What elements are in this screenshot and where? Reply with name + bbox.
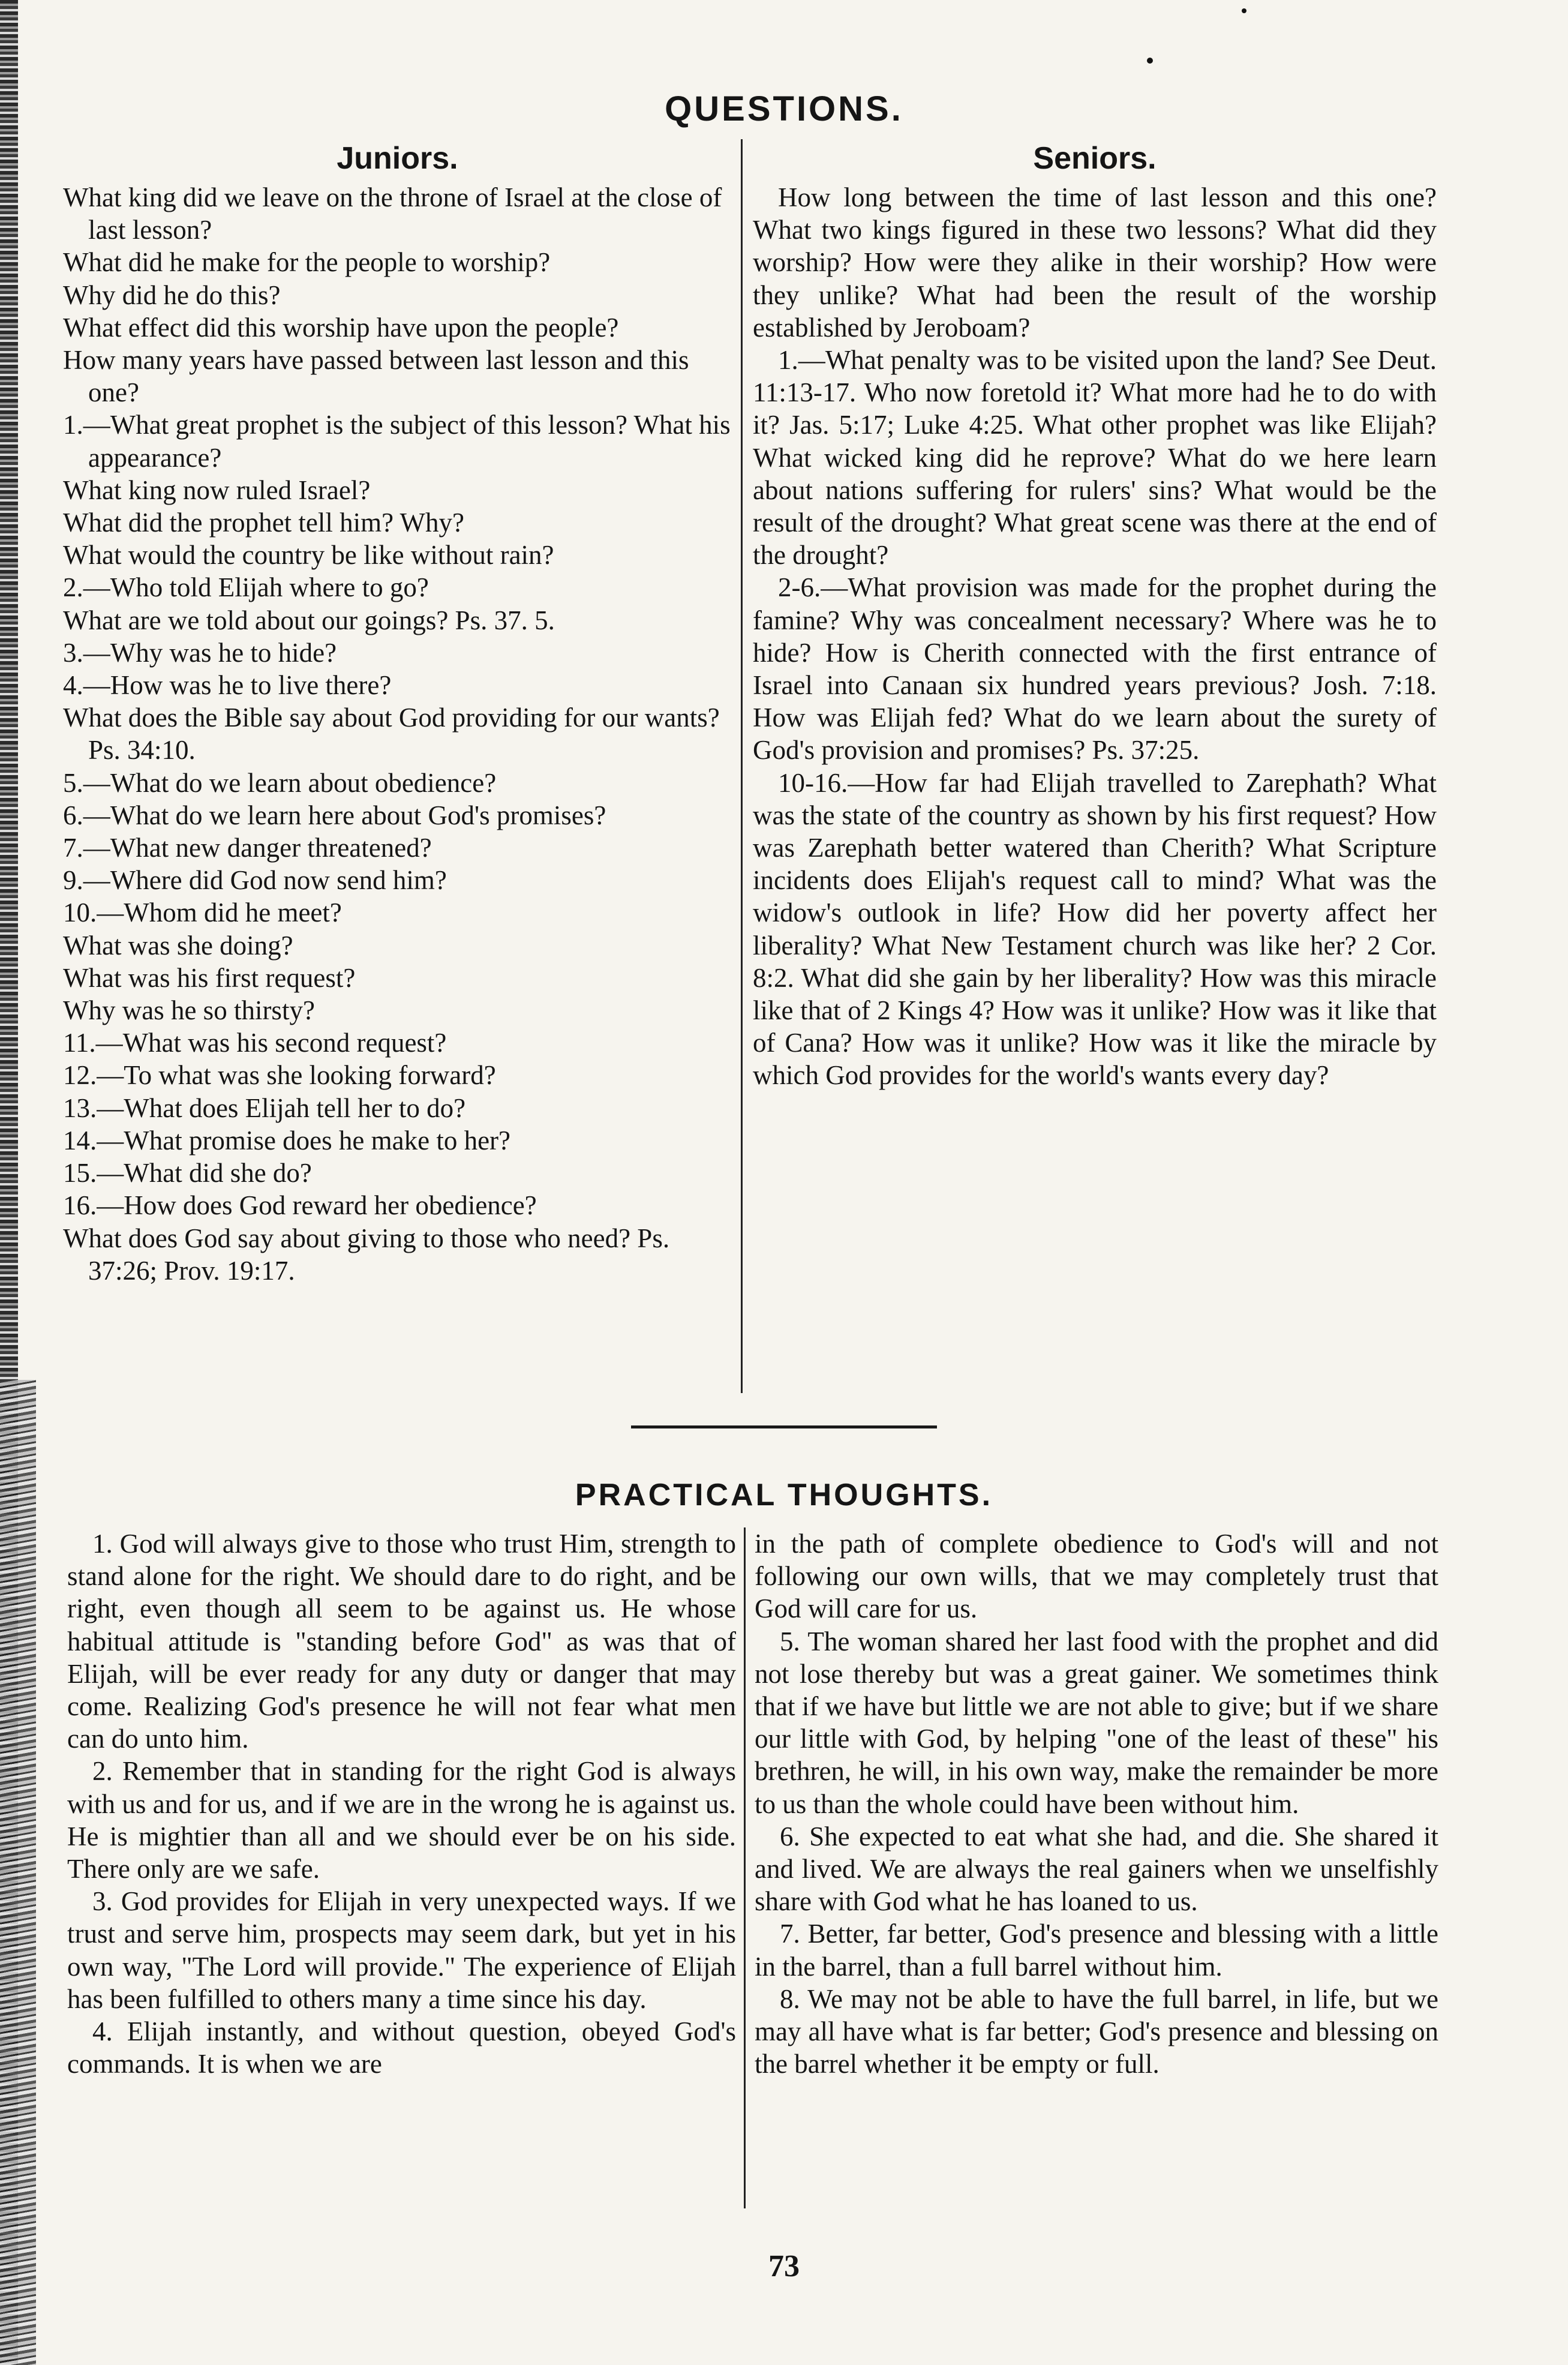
print-speck xyxy=(1242,8,1246,13)
junior-question: 15.—What did she do? xyxy=(63,1158,312,1188)
practical-column-divider xyxy=(744,1527,746,2208)
junior-question: What are we told about our goings? Ps. 37. 5. xyxy=(63,605,555,635)
junior-question: 13.—What does Elijah tell her to do? xyxy=(63,1093,466,1123)
page-number: 73 xyxy=(768,2249,800,2283)
junior-question: 9.—Where did God now send him? xyxy=(63,865,447,896)
junior-question: What would the country be like without rain? xyxy=(63,540,554,571)
practical-continuation: in the path of complete obedience to God's will and not following our own wills, that we may completely trust that God will care for us. xyxy=(755,1529,1438,1624)
junior-question: 11.—What was his second request? xyxy=(63,1028,447,1058)
junior-question: 7.—What new danger threatened? xyxy=(63,833,432,863)
junior-question: What does the Bible say about God providing for our wants? Ps. 34:10. xyxy=(63,703,720,766)
junior-question: 2.—Who told Elijah where to go? xyxy=(63,572,429,603)
questions-title: QUESTIONS. xyxy=(665,89,903,128)
junior-question: 3.—Why was he to hide? xyxy=(63,637,337,668)
practical-thought: 8. We may not be able to have the full barrel, in life, but we may all have what is far better; God's presence and blessing on the barrel whether it be empty or full. xyxy=(755,1983,1438,2079)
senior-question-paragraph: 2-6.—What provision was made for the prophet during the famine? Why was concealment necessary? Where was he to hide? How is Cherith connected with the first entrance of Israel into Canaan six hundred years previous? Josh. 7:18. How was Elijah fed? What do we learn about the surety of God's provision and promises? Ps. 37:25. xyxy=(753,572,1437,766)
juniors-heading: Juniors. xyxy=(337,141,458,176)
seniors-questions xyxy=(753,181,1437,1092)
junior-question: How many years have passed between last lesson and this one? xyxy=(63,345,689,408)
junior-question: What does God say about giving to those who need? Ps. 37:26; Prov. 19:17. xyxy=(63,1223,670,1286)
juniors-questions xyxy=(63,181,732,1287)
junior-question: What king now ruled Israel? xyxy=(63,475,371,505)
practical-thought: 1. God will always give to those who trust Him, strength to stand alone for the right. We should dare to do right, and be right, even though all seem to be against us. He whose habitual attitude is "standing before God" as was that of Elijah, will be ever ready for any duty or danger that may come. Realizing God's presence he will not fear what men can do unto him. xyxy=(67,1529,736,1754)
practical-thought: 2. Remember that in standing for the right God is always with us and for us, and if we are in the wrong he is against us. He is mightier than all and we should ever be on his side. There only are we safe. xyxy=(67,1756,736,1884)
practical-thought: 4. Elijah instantly, and without question, obeyed God's commands. It is when we are xyxy=(67,2016,736,2079)
junior-question: 4.—How was he to live there? xyxy=(63,670,392,701)
junior-question: What did the prophet tell him? Why? xyxy=(63,508,464,538)
practical-right-column xyxy=(755,1527,1438,2080)
junior-question: What did he make for the people to worship? xyxy=(63,247,551,278)
juniors-column xyxy=(63,139,732,1287)
junior-question: What king did we leave on the throne of Israel at the close of last lesson? xyxy=(63,182,722,245)
seniors-heading: Seniors. xyxy=(1033,141,1157,176)
practical-thought: 3. God provides for Elijah in very unexpected ways. If we trust and serve him, prospects may seem dark, but yet in his own way, "The Lord will provide." The experience of Elijah has been fulfilled to others many a time since his day. xyxy=(67,1886,736,2014)
junior-question: What effect did this worship have upon the people? xyxy=(63,312,619,343)
junior-question: 5.—What do we learn about obedience? xyxy=(63,767,497,798)
junior-question: 16.—How does God reward her obedience? xyxy=(63,1190,537,1221)
junior-question: Why did he do this? xyxy=(63,280,281,310)
junior-question: 10.—Whom did he meet? xyxy=(63,898,342,928)
junior-question: 1.—What great prophet is the subject of this lesson? What his appearance? xyxy=(63,410,731,473)
junior-question: 6.—What do we learn here about God's promises? xyxy=(63,800,606,830)
practical-thought: 7. Better, far better, God's presence and blessing with a little in the barrel, than a full barrel without him. xyxy=(755,1919,1438,1982)
junior-question: 12.—To what was she looking forward? xyxy=(63,1060,496,1091)
junior-question: Why was he so thirsty? xyxy=(63,995,315,1026)
print-speck xyxy=(1147,58,1153,64)
junior-question: What was his first request? xyxy=(63,962,356,993)
questions-column-divider xyxy=(741,139,743,1393)
senior-question-paragraph: 10-16.—How far had Elijah travelled to Zarephath? What was the state of the country as shown by his first request? How was Zarephath better watered than Cherith? What Scripture incidents does Elijah's request call to mind? What was the widow's outlook in life? How did her poverty affect her liberality? What New Testament church was like her? 2 Cor. 8:2. What did she gain by her liberality? How was this miracle like that of 2 Kings 4? How was it unlike? How was it like that of Cana? How was it unlike? How was it like the miracle by which God provides for the world's wants every day? xyxy=(753,767,1437,1091)
seniors-column xyxy=(753,139,1437,1092)
page-spine-shadow xyxy=(0,1380,36,2365)
practical-left-column xyxy=(67,1527,736,2080)
junior-question: 14.—What promise does he make to her? xyxy=(63,1125,511,1156)
senior-question-paragraph: How long between the time of last lesson and this one? What two kings figured in these two lessons? What did they worship? How were they alike in their worship? How were they unlike? What had been the result of the worship established by Jeroboam? xyxy=(753,182,1437,343)
junior-question: What was she doing? xyxy=(63,930,293,961)
section-divider xyxy=(631,1425,937,1428)
practical-thought: 6. She expected to eat what she had, and die. She shared it and lived. We are always the real gainers when we unselfishly share with God what he has loaned to us. xyxy=(755,1821,1438,1917)
senior-question-paragraph: 1.—What penalty was to be visited upon the land? See Deut. 11:13-17. Who now foretold it? What more had he to do with it? Jas. 5:17; Luke 4:25. What other prophet was like Elijah? What wicked king did he reprove? What do we here learn about nations suffering for rulers' sins? What would be the result of the drought? What great scene was there at the end of the drought? xyxy=(753,345,1437,571)
practical-thought: 5. The woman shared her last food with the prophet and did not lose thereby but was a great gainer. We sometimes think that if we have but little we are not able to give; but if we share our little with God, by helping "one of the least of these" his brethren, he will, in his own way, make the remainder be more to us than the whole could have been without him. xyxy=(755,1626,1438,1819)
practical-thoughts-title: PRACTICAL THOUGHTS. xyxy=(575,1478,993,1512)
